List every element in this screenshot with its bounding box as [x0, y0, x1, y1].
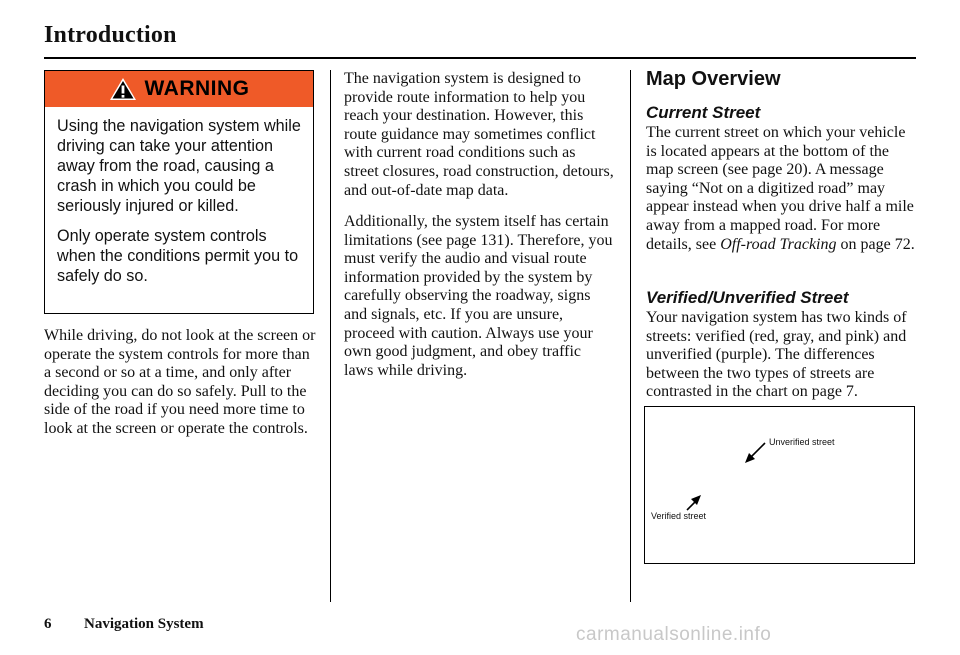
current-street-text: The current street on which your vehicle is located appears at the bottom of the map screen (see page 20). A message saying “Not on a digitized road” may appear instead when you drive half a mile away from a mapped road. For more details, see [646, 124, 914, 253]
column-divider-right [630, 70, 631, 602]
warning-box [44, 70, 314, 314]
page-number: 6 [44, 616, 52, 632]
column-divider-left [330, 70, 331, 602]
subheading-verified-unverified: Verified/Unverified Street [646, 288, 849, 307]
current-street-text-end: on page 72. [836, 235, 915, 253]
warning-triangle-icon [109, 77, 137, 101]
header-rule [44, 57, 916, 59]
map-figure [644, 406, 915, 564]
driving-caution-paragraph: While driving, do not look at the screen or operate the system controls for more than a second or so at a time, and only after deciding you can do so safely. Pull to the side of the road if you need more time to look at the screen or operate the controls. [44, 327, 316, 437]
watermark: carmanualsonline.info [576, 624, 772, 645]
route-info-paragraph: The navigation system is designed to provide route information to help you reach your destination. However, this route guidance may sometimes conflict with current road conditions such as street closures, road construction, detours, and out-of-date map data. [344, 70, 614, 199]
unverified-street-label: Unverified street [769, 437, 835, 447]
figure-arrows [645, 407, 916, 565]
verified-street-paragraph: Your navigation system has two kinds of streets: verified (red, gray, and pink) and unverified (purple). The differences between the two types of streets are contrasted in the chart on page 7. [646, 309, 907, 401]
section-heading-map-overview: Map Overview [646, 68, 781, 90]
limitations-paragraph: Additionally, the system itself has certain limitations (see page 131). Therefore, you must verify the audio and visual route information provided by the system by carefully observing the roadway, signs and signals, etc. If you are unsure, proceed with caution. Always use your own good judgment, and obey traffic laws while driving. [344, 213, 613, 379]
footer-title: Navigation System [84, 616, 204, 632]
warning-header [45, 71, 313, 107]
subheading-current-street: Current Street [646, 103, 761, 122]
verified-street-label: Verified street [651, 511, 707, 521]
off-road-tracking-reference: Off-road Tracking [720, 235, 837, 253]
current-street-paragraph [646, 124, 918, 254]
warning-paragraph: Using the navigation system while driving can take your attention away from the road, causing a crash in which you could be seriously injured or killed. [57, 117, 301, 215]
warning-paragraph: Only operate system controls when the conditions permit you to safely do so. [57, 227, 299, 285]
page-title: Introduction [44, 22, 177, 48]
warning-title: WARNING [144, 77, 250, 100]
